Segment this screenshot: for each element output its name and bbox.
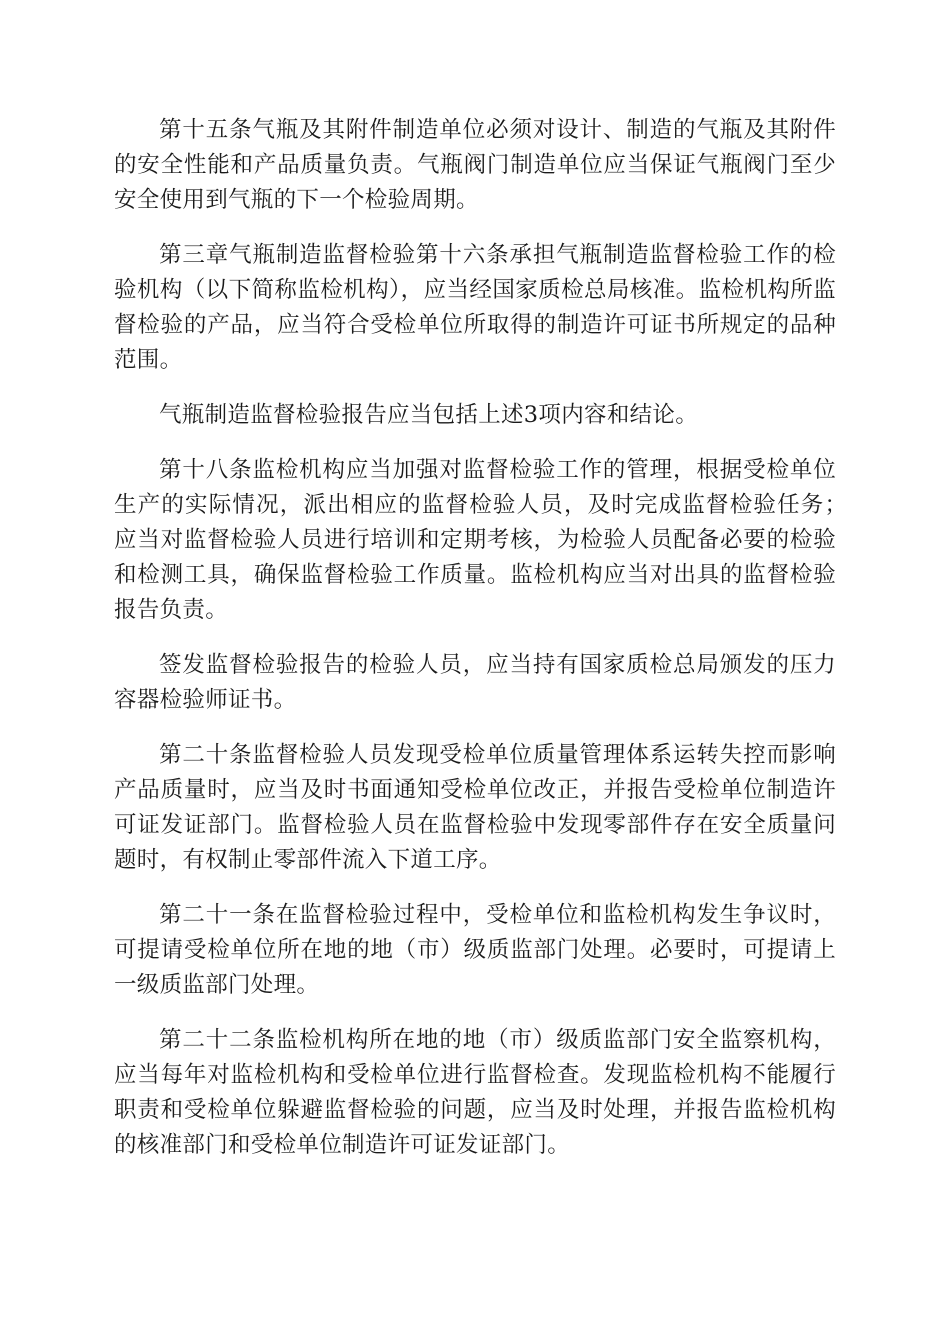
paragraph-article-22: 第二十二条监检机构所在地的地（市）级质监部门安全监察机构，应当每年对监检机构和受检单位进行监督检查。发现监检机构不能履行职责和受检单位躲避监督检验的问题，应当及时处理，并报告监检机构的核准部门和受检单位制造许可证发证部门。	[114, 1027, 836, 1158]
paragraph-article-21: 第二十一条在监督检验过程中，受检单位和监检机构发生争议时，可提请受检单位所在地的地（市）级质监部门处理。必要时，可提请上一级质监部门处理。	[114, 902, 836, 998]
paragraph-article-16: 第三章气瓶制造监督检验第十六条承担气瓶制造监督检验工作的检验机构（以下简称监检机构），应当经国家质检总局核准。监检机构所监督检验的产品，应当符合受检单位所取得的制造许可证书所规定的品种范围。	[114, 242, 836, 373]
paragraph-report-content: 气瓶制造监督检验报告应当包括上述3项内容和结论。	[159, 402, 699, 428]
document-body	[114, 113, 867, 1183]
paragraph-report-signer: 签发监督检验报告的检验人员，应当持有国家质检总局颁发的压力容器检验师证书。	[114, 652, 836, 713]
paragraph-article-15: 第十五条气瓶及其附件制造单位必须对设计、制造的气瓶及其附件的安全性能和产品质量负责。气瓶阀门制造单位应当保证气瓶阀门至少安全使用到气瓶的下一个检验周期。	[114, 117, 836, 213]
paragraph-article-18: 第十八条监检机构应当加强对监督检验工作的管理，根据受检单位生产的实际情况，派出相应的监督检验人员，及时完成监督检验任务； 应当对监督检验人员进行培训和定期考核，为检验人员配备必要的检验和检测工具，确保监督检验工作质量。监检机构应当对出具的监督检验报告负责。	[114, 457, 867, 623]
paragraph-article-20: 第二十条监督检验人员发现受检单位质量管理体系运转失控而影响产品质量时，应当及时书面通知受检单位改正，并报告受检单位制造许可证发证部门。监督检验人员在监督检验中发现零部件存在安全质量问题时，有权制止零部件流入下道工序。	[114, 742, 836, 873]
